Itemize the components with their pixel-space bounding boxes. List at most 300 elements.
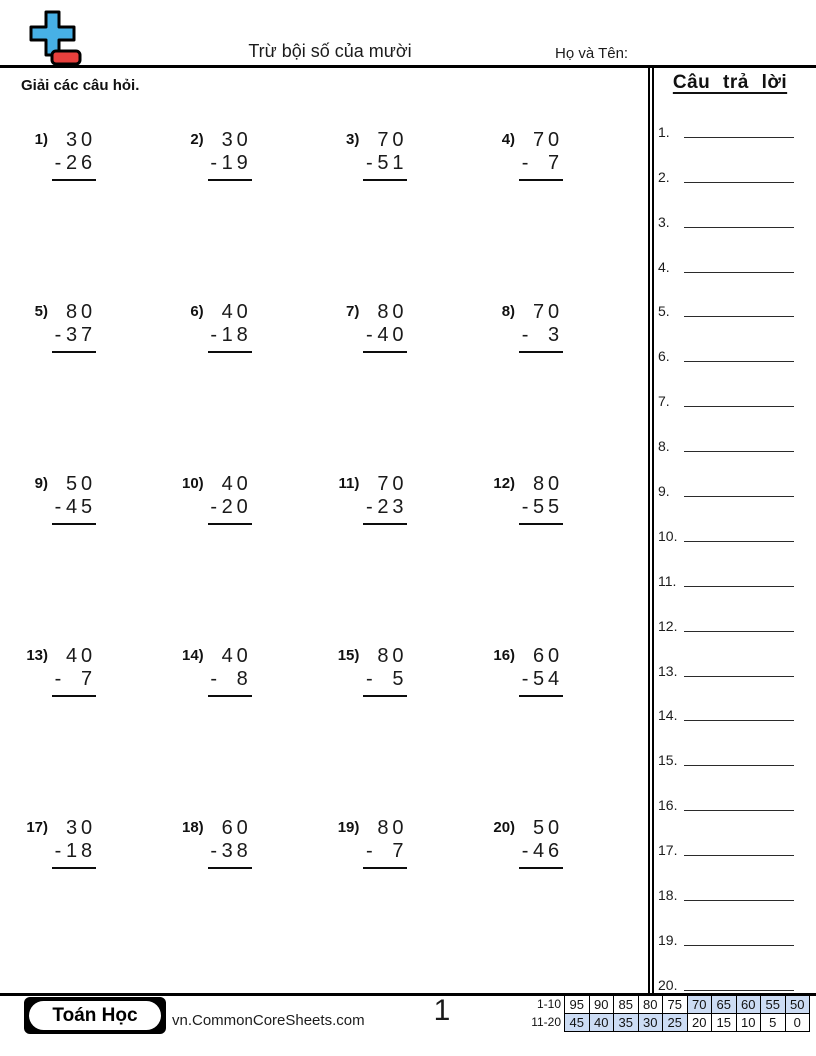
digit: 1 (221, 324, 233, 346)
student-name-label: Họ và Tên: (555, 45, 629, 62)
grading-row (524, 1013, 810, 1032)
grading-score-cell: 10 (736, 1013, 762, 1032)
problem-underline (363, 695, 407, 697)
problem-work (52, 301, 96, 353)
digit: 6 (221, 817, 233, 839)
problem-underline (363, 179, 407, 181)
problem-number: 9) (34, 475, 48, 492)
digit: 0 (392, 324, 404, 346)
problem (329, 129, 485, 301)
minuend (519, 645, 563, 668)
subtrahend (52, 496, 96, 519)
problem-number: 13) (26, 647, 48, 664)
answer-blank[interactable] (684, 541, 794, 542)
problem-number: 6) (190, 303, 204, 320)
problem-work (519, 473, 563, 525)
minuend (208, 129, 252, 152)
answer-number: 11. (658, 572, 677, 589)
minuend (363, 817, 407, 840)
digit: 0 (236, 496, 248, 518)
digit: 2 (65, 152, 78, 174)
answer-row (656, 455, 804, 500)
digit: 1 (392, 152, 404, 174)
problem-work (208, 645, 252, 697)
problem-work (208, 129, 252, 181)
subtrahend (52, 668, 96, 691)
answer-blank[interactable] (684, 496, 794, 497)
minuend (52, 129, 96, 152)
answer-blank[interactable] (684, 227, 794, 228)
problem-work (363, 129, 407, 181)
digit: 2 (221, 496, 233, 518)
answer-row (656, 949, 804, 994)
answer-number: 1. (658, 123, 670, 140)
answer-number: 12. (658, 617, 678, 634)
answer-blank[interactable] (684, 855, 794, 856)
digit: 0 (236, 645, 248, 667)
subtrahend (363, 152, 407, 175)
subtrahend (363, 668, 407, 691)
problem (174, 301, 330, 473)
answer-row (656, 276, 804, 321)
answer-blank[interactable] (684, 137, 794, 138)
answer-column-divider (648, 68, 654, 993)
answer-blank[interactable] (684, 900, 794, 901)
digit: 8 (65, 301, 78, 323)
subtrahend (208, 840, 252, 863)
answer-row (656, 724, 804, 769)
grading-score-cell: 15 (711, 1013, 737, 1032)
answer-row (656, 186, 804, 231)
problem-work (52, 473, 96, 525)
problem-underline (519, 695, 563, 697)
minuend (363, 645, 407, 668)
answer-blank[interactable] (684, 810, 794, 811)
answer-number: 7. (658, 393, 670, 410)
digit: 0 (392, 473, 404, 495)
digit: 6 (80, 152, 93, 174)
grading-score-cell: 55 (760, 995, 786, 1014)
digit: 7 (377, 129, 389, 151)
plus-icon (31, 12, 74, 55)
grading-score-cell: 65 (711, 995, 737, 1014)
digit: 4 (533, 840, 545, 862)
minus-sign: - (210, 324, 218, 346)
problem-number: 16) (493, 647, 516, 664)
digit: 8 (533, 473, 545, 495)
grading-score-cell: 85 (613, 995, 639, 1014)
minus-sign: - (366, 840, 373, 862)
answer-number: 8. (658, 438, 670, 455)
problem-underline (363, 523, 407, 525)
digit: 7 (80, 668, 93, 690)
digit: 4 (221, 301, 233, 323)
digit: 7 (80, 324, 93, 346)
digit: 0 (236, 473, 248, 495)
subtrahend (208, 324, 252, 347)
answer-row (656, 231, 804, 276)
problem-number: 1) (34, 131, 48, 148)
grading-score-cell: 70 (687, 995, 713, 1014)
digit: 0 (80, 817, 93, 839)
minuend (52, 301, 96, 324)
minus-sign: - (366, 324, 373, 346)
answers-list (656, 96, 804, 994)
problem-number: 15) (337, 647, 360, 664)
subtrahend (208, 152, 252, 175)
grading-score-cell: 5 (760, 1013, 786, 1032)
answer-number: 20. (658, 976, 678, 993)
digit: 4 (221, 473, 233, 495)
problem-work (52, 645, 96, 697)
problem-work (208, 817, 252, 869)
minuend (363, 473, 407, 496)
answer-row (656, 365, 804, 410)
digit: 0 (236, 817, 248, 839)
answer-number: 19. (658, 931, 678, 948)
problem-underline (519, 867, 563, 869)
minus-sign: - (54, 324, 62, 346)
problem-underline (519, 523, 563, 525)
problem (18, 645, 174, 817)
digit: 0 (392, 129, 404, 151)
digit: 0 (548, 473, 560, 495)
minus-sign: - (521, 668, 529, 690)
minuend (519, 129, 563, 152)
minuend (208, 817, 252, 840)
subtrahend (519, 840, 563, 863)
problem-number: 12) (493, 475, 516, 492)
subtrahend (363, 324, 407, 347)
digit: 8 (236, 324, 248, 346)
problem (485, 645, 641, 817)
subtrahend (363, 496, 407, 519)
problem (485, 473, 641, 645)
answer-number: 15. (658, 752, 678, 769)
minus-sign: - (210, 152, 218, 174)
digit: 5 (65, 473, 78, 495)
digit: 3 (65, 817, 78, 839)
answer-blank[interactable] (684, 720, 794, 721)
minuend (363, 301, 407, 324)
grading-score-cell: 30 (638, 1013, 664, 1032)
minus-sign: - (366, 496, 373, 518)
grading-score-cell: 35 (613, 1013, 639, 1032)
digit: 0 (548, 817, 560, 839)
problem-number: 11) (338, 475, 360, 492)
digit: 1 (221, 152, 233, 174)
problem-work (363, 473, 407, 525)
problem (329, 301, 485, 473)
problem-underline (52, 695, 96, 697)
grading-score-cell: 90 (589, 995, 615, 1014)
problem-underline (208, 351, 252, 353)
answer-row (656, 545, 804, 590)
problem (174, 817, 330, 989)
subtrahend (52, 152, 96, 175)
problem-underline (363, 867, 407, 869)
digit: 3 (392, 496, 404, 518)
minus-sign: - (54, 668, 62, 690)
problem-number: 20) (493, 819, 516, 836)
grading-score-cell: 0 (785, 1013, 811, 1032)
problem-work (52, 817, 96, 869)
subtrahend (208, 668, 252, 691)
problem-work (519, 645, 563, 697)
digit: 3 (65, 324, 78, 346)
problem-number: 7) (346, 303, 360, 320)
digit: 8 (80, 840, 93, 862)
problem (18, 301, 174, 473)
problem-work (519, 129, 563, 181)
digit: 2 (377, 496, 389, 518)
minus-sign: - (521, 152, 529, 174)
digit: 3 (221, 840, 233, 862)
answer-row (656, 635, 804, 680)
problem (329, 817, 485, 989)
subtrahend (363, 840, 407, 863)
problem-number: 5) (34, 303, 48, 320)
digit: 0 (392, 645, 404, 667)
brand-logo (24, 997, 166, 1034)
minuend (208, 301, 252, 324)
answer-row (656, 500, 804, 545)
page-number: 1 (433, 994, 451, 1027)
problem (18, 129, 174, 301)
answer-blank[interactable] (684, 182, 794, 183)
subtrahend (519, 668, 563, 691)
minus-sign: - (366, 152, 373, 174)
digit: 4 (548, 668, 560, 690)
grading-score-cell: 40 (589, 1013, 615, 1032)
digit: 1 (65, 840, 78, 862)
minus-sign: - (210, 496, 218, 518)
problem (485, 817, 641, 989)
problem (329, 645, 485, 817)
answer-blank[interactable] (684, 765, 794, 766)
problem-number: 2) (190, 131, 204, 148)
digit: 4 (221, 645, 233, 667)
problem-underline (519, 179, 563, 181)
digit: 0 (548, 645, 560, 667)
digit: 7 (548, 152, 560, 174)
answer-row (656, 814, 804, 859)
problem-work (208, 473, 252, 525)
digit: 5 (392, 668, 404, 690)
problem-work (52, 129, 96, 181)
answer-row (656, 141, 804, 186)
grading-range-label: 11-20 (531, 1015, 561, 1029)
digit: 0 (548, 129, 560, 151)
grading-score-cell: 60 (736, 995, 762, 1014)
answer-row (656, 410, 804, 455)
problem-underline (208, 867, 252, 869)
answer-number: 3. (658, 213, 670, 230)
subtrahend (519, 152, 563, 175)
page-title: Trừ bội số của mười (248, 41, 412, 61)
problem-underline (519, 351, 563, 353)
digit: 0 (236, 129, 248, 151)
digit: 4 (65, 645, 78, 667)
problem-work (519, 817, 563, 869)
minuend (208, 645, 252, 668)
minus-sign: - (210, 668, 218, 690)
answers-title: Câu trả lời (672, 72, 788, 93)
problem-number: 10) (182, 475, 204, 492)
problem-number: 17) (26, 819, 48, 836)
problem-underline (208, 179, 252, 181)
answer-blank[interactable] (684, 676, 794, 677)
grading-score-cell: 75 (662, 995, 688, 1014)
answer-number: 16. (658, 797, 678, 814)
answer-blank[interactable] (684, 631, 794, 632)
answer-row (656, 769, 804, 814)
answer-number: 18. (658, 887, 678, 904)
plus-minus-logo-icon (22, 8, 84, 68)
digit: 3 (65, 129, 78, 151)
answer-blank[interactable] (684, 316, 794, 317)
problem (18, 473, 174, 645)
minuend (363, 129, 407, 152)
digit: 8 (377, 817, 389, 839)
website-link[interactable]: vn.CommonCoreSheets.com (172, 1012, 365, 1029)
brand-label: Toán Học (29, 1001, 161, 1030)
digit: 0 (80, 473, 93, 495)
minus-sign: - (521, 840, 529, 862)
answer-blank[interactable] (684, 272, 794, 273)
problem-number: 4) (501, 131, 516, 148)
problem-underline (52, 351, 96, 353)
problems-grid (18, 129, 641, 989)
minus-sign: - (521, 496, 529, 518)
digit: 3 (221, 129, 233, 151)
minuend (208, 473, 252, 496)
answer-blank[interactable] (684, 990, 794, 991)
digit: 0 (80, 301, 93, 323)
problem-underline (208, 523, 252, 525)
problem-underline (52, 867, 96, 869)
minus-icon (52, 51, 80, 64)
minus-sign: - (366, 668, 373, 690)
grading-table (524, 995, 810, 1032)
digit: 4 (377, 324, 389, 346)
digit: 7 (533, 301, 545, 323)
minus-sign: - (210, 840, 218, 862)
answer-number: 4. (658, 258, 670, 275)
digit: 6 (533, 645, 545, 667)
subtrahend (52, 840, 96, 863)
digit: 3 (548, 324, 560, 346)
problem (174, 645, 330, 817)
grading-range-label: 1-10 (536, 997, 561, 1011)
digit: 8 (377, 301, 389, 323)
problem-underline (52, 179, 96, 181)
answer-number: 10. (658, 527, 678, 544)
digit: 9 (236, 152, 248, 174)
minuend (519, 817, 563, 840)
digit: 8 (377, 645, 389, 667)
minuend (52, 473, 96, 496)
problem-underline (208, 695, 252, 697)
answer-number: 13. (658, 662, 678, 679)
grading-score-cell: 80 (638, 995, 664, 1014)
instruction-text: Giải các câu hỏi. (21, 77, 140, 94)
digit: 7 (533, 129, 545, 151)
digit: 8 (236, 840, 248, 862)
digit: 0 (236, 301, 248, 323)
minuend (52, 645, 96, 668)
answer-row (656, 590, 804, 635)
answer-row (656, 904, 804, 949)
minuend (52, 817, 96, 840)
digit: 4 (65, 496, 78, 518)
digit: 5 (377, 152, 389, 174)
minus-sign: - (54, 152, 62, 174)
answer-row (656, 96, 804, 141)
answer-blank[interactable] (684, 406, 794, 407)
answers-panel (656, 72, 804, 994)
problem (18, 817, 174, 989)
subtrahend (519, 324, 563, 347)
grading-score-cell: 45 (564, 1013, 590, 1032)
answer-number: 6. (658, 348, 670, 365)
problem-work (363, 645, 407, 697)
answer-number: 5. (658, 303, 670, 320)
problem (485, 129, 641, 301)
digit: 5 (533, 817, 545, 839)
minus-sign: - (54, 496, 62, 518)
answer-row (656, 680, 804, 725)
problem (485, 301, 641, 473)
minuend (519, 473, 563, 496)
problem-number: 18) (182, 819, 204, 836)
problem-work (363, 301, 407, 353)
digit: 0 (392, 817, 404, 839)
problem-number: 8) (501, 303, 516, 320)
problem-number: 19) (337, 819, 360, 836)
digit: 7 (377, 473, 389, 495)
answer-number: 9. (658, 483, 670, 500)
digit: 6 (548, 840, 560, 862)
answer-blank[interactable] (684, 361, 794, 362)
minus-sign: - (521, 324, 529, 346)
grading-score-cell: 25 (662, 1013, 688, 1032)
digit: 8 (236, 668, 248, 690)
answer-number: 14. (658, 707, 678, 724)
problem-work (208, 301, 252, 353)
problem-work (519, 301, 563, 353)
digit: 5 (533, 496, 545, 518)
problem (329, 473, 485, 645)
header-divider (0, 65, 816, 68)
digit: 5 (80, 496, 93, 518)
minus-sign: - (54, 840, 62, 862)
answer-blank[interactable] (684, 586, 794, 587)
problem-number: 14) (182, 647, 204, 664)
grading-score-cell: 20 (687, 1013, 713, 1032)
answer-blank[interactable] (684, 451, 794, 452)
answer-row (656, 320, 804, 365)
digit: 7 (392, 840, 404, 862)
problem-underline (363, 351, 407, 353)
answer-blank[interactable] (684, 945, 794, 946)
digit: 5 (548, 496, 560, 518)
subtrahend (519, 496, 563, 519)
digit: 0 (80, 129, 93, 151)
minuend (519, 301, 563, 324)
digit: 5 (533, 668, 545, 690)
answer-row (656, 859, 804, 904)
